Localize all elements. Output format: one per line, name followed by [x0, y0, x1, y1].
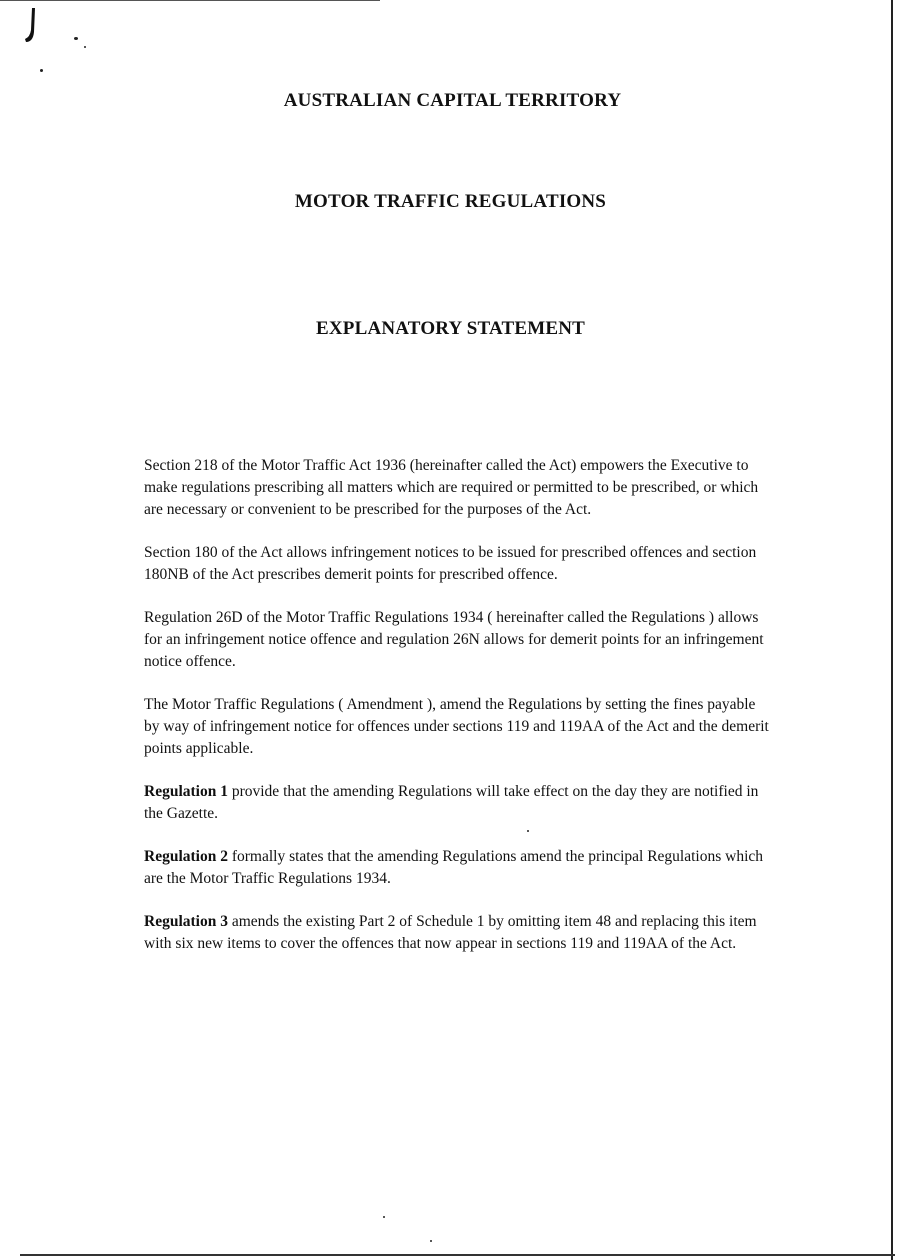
territory-heading: AUSTRALIAN CAPITAL TERRITORY [283, 90, 622, 111]
scan-speck [430, 1240, 432, 1242]
paragraph-text: Section 180 of the Act allows infringement notices to be issued for prescribed offences and section 180NB of the Act prescribes demerit points for prescribed offence. [144, 544, 757, 583]
scan-speck [383, 1216, 385, 1218]
paragraph-text: Section 218 of the Motor Traffic Act 1936 (hereinafter called the Act) empowers the Executive to make regulations prescribing all matters which are required or permitted to be prescribed, or which are necessary or convenient to be prescribed for the purposes of the Act. [144, 457, 759, 518]
scan-edge-top [0, 0, 380, 1]
scan-mark-icon [22, 6, 42, 46]
paragraph-regulation-26d [144, 607, 774, 673]
paragraph-text: formally states that the amending Regulations amend the principal Regulations which are the Motor Traffic Regulations 1934. [144, 848, 764, 887]
regulations-heading: MOTOR TRAFFIC REGULATIONS [294, 191, 607, 212]
scan-edge-right [891, 0, 893, 1260]
statement-heading: EXPLANATORY STATEMENT [315, 318, 586, 339]
scan-speck [40, 69, 43, 72]
paragraph-lead: Regulation 2 [144, 848, 228, 865]
scan-speck [74, 37, 78, 40]
paragraph-section-218 [144, 455, 774, 521]
paragraph-regulation-3 [144, 911, 774, 955]
paragraph-amendment [144, 694, 774, 760]
scan-speck [84, 46, 86, 48]
paragraph-text: Regulation 26D of the Motor Traffic Regulations 1934 ( hereinafter called the Regulations ) allows for an infringement notice offence and regulation 26N allows for demerit points for an infringement notice offence. [144, 609, 764, 670]
paragraph-text: amends the existing Part 2 of Schedule 1 by omitting item 48 and replacing this item with six new items to cover the offences that now appear in sections 119 and 119AA of the Act. [144, 913, 757, 952]
paragraph-section-180 [144, 542, 774, 586]
paragraph-regulation-2 [144, 846, 774, 890]
paragraph-lead: Regulation 1 [144, 783, 228, 800]
paragraph-lead: Regulation 3 [144, 913, 228, 930]
paragraph-regulation-1 [144, 781, 774, 825]
paragraph-text: provide that the amending Regulations will take effect on the day they are notified in the Gazette. [144, 783, 759, 822]
statement-body [144, 455, 774, 976]
scan-edge-bottom [20, 1254, 895, 1256]
paragraph-text: The Motor Traffic Regulations ( Amendment ), amend the Regulations by setting the fines payable by way of infringement notice for offences under sections 119 and 119AA of the Act and the demerit points applicable. [144, 696, 769, 757]
